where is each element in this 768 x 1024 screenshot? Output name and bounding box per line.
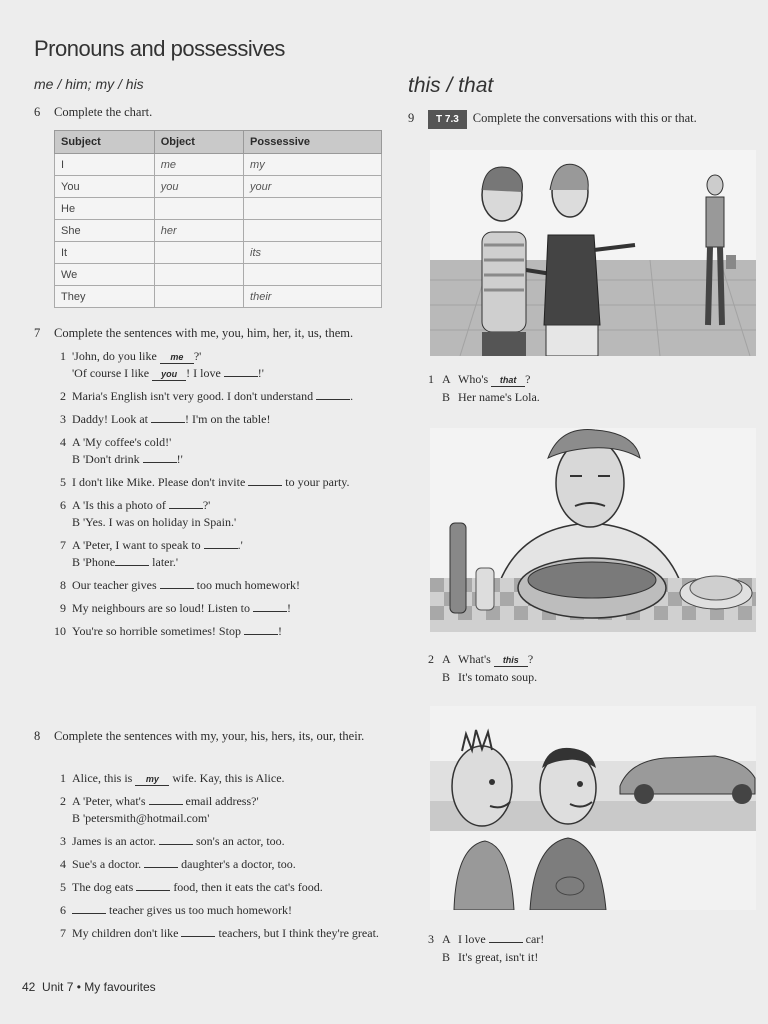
unit-label: Unit 7 xyxy=(42,980,74,994)
answer-blank[interactable]: that xyxy=(491,374,525,387)
chart-row xyxy=(55,154,382,176)
chart-cell: She xyxy=(55,220,155,242)
pronoun-chart xyxy=(54,130,382,308)
answer-blank[interactable] xyxy=(316,399,350,400)
audio-track-badge[interactable]: T 7.3 xyxy=(428,110,467,129)
conversation-3: 3 A I love car! B It's great, isn't it! xyxy=(428,932,545,964)
list-item: 1 'John, do you like me ?' 'Of course I like you ! I love !' xyxy=(60,349,264,380)
answer-blank[interactable] xyxy=(160,588,194,589)
list-item: 3 James is an actor. son's an actor, too. xyxy=(60,834,285,848)
chart-cell[interactable] xyxy=(154,242,243,264)
list-item: 10 You're so horrible sometimes! Stop ! xyxy=(54,624,282,638)
chart-row xyxy=(55,242,382,264)
illustration-boy-with-soup xyxy=(430,428,756,632)
list-item: 2 Maria's English isn't very good. I don't understand . xyxy=(60,389,354,403)
answer-blank[interactable]: this xyxy=(494,654,528,667)
answer-blank[interactable]: you xyxy=(152,368,186,381)
chart-cell: It xyxy=(55,242,155,264)
exercise-9-instruction: 9 T 7.3 Complete the conversations with this or that. xyxy=(408,110,758,129)
chart-cell[interactable]: my xyxy=(244,154,382,176)
section-subheading-this-that: this / that xyxy=(408,74,494,97)
chart-cell[interactable] xyxy=(244,264,382,286)
answer-blank[interactable] xyxy=(159,844,193,845)
list-item: 4 Sue's a doctor. daughter's a doctor, too. xyxy=(60,857,296,871)
chart-cell[interactable]: their xyxy=(244,286,382,308)
chart-cell: You xyxy=(55,176,155,198)
chart-cell[interactable]: its xyxy=(244,242,382,264)
list-item: 2 A 'Peter, what's email address?' B 'petersmith@hotmail.com' xyxy=(60,794,259,825)
chart-header: Subject xyxy=(55,131,155,154)
chart-cell[interactable] xyxy=(244,220,382,242)
answer-blank[interactable] xyxy=(143,462,177,463)
exercise-7-instruction: 7 Complete the sentences with me, you, him, her, it, us, them. xyxy=(34,326,354,340)
list-item: 5 The dog eats food, then it eats the cat's food. xyxy=(60,880,323,894)
exercise-8-list xyxy=(34,770,384,948)
chart-cell[interactable]: her xyxy=(154,220,243,242)
unit-topic: My favourites xyxy=(84,980,156,994)
answer-blank[interactable] xyxy=(489,942,523,943)
conversation-1: 1 A Who's that ? B Her name's Lola. xyxy=(428,372,540,404)
exercise-8-instruction: 8 Complete the sentences with my, your, his, hers, its, our, their. xyxy=(34,729,365,743)
list-item: 1 Alice, this is my wife. Kay, this is Alice. xyxy=(60,771,285,785)
answer-blank[interactable] xyxy=(204,548,238,549)
answer-blank[interactable] xyxy=(224,376,258,377)
chart-row xyxy=(55,198,382,220)
answer-blank[interactable] xyxy=(136,890,170,891)
chart-cell: We xyxy=(55,264,155,286)
list-item: 6 teacher gives us too much homework! xyxy=(60,903,292,917)
chart-row xyxy=(55,220,382,242)
chart-cell: I xyxy=(55,154,155,176)
illustration-girls-pointing xyxy=(430,150,756,356)
answer-blank[interactable] xyxy=(253,611,287,612)
chart-cell[interactable]: your xyxy=(244,176,382,198)
answer-blank[interactable] xyxy=(149,804,183,805)
exercise-7-list xyxy=(34,348,384,646)
chart-cell: He xyxy=(55,198,155,220)
list-item: 6 A 'Is this a photo of ?' B 'Yes. I was on holiday in Spain.' xyxy=(60,498,237,529)
chart-cell[interactable]: you xyxy=(154,176,243,198)
list-item: 8 Our teacher gives too much homework! xyxy=(60,578,300,592)
chart-row xyxy=(55,176,382,198)
list-item: 5 I don't like Mike. Please don't invite to your party. xyxy=(60,475,350,489)
answer-blank[interactable] xyxy=(181,936,215,937)
answer-blank[interactable] xyxy=(169,508,203,509)
answer-blank[interactable] xyxy=(244,634,278,635)
list-item: 7 A 'Peter, I want to speak to .' B 'Phone later.' xyxy=(60,538,243,569)
list-item: 3 Daddy! Look at ! I'm on the table! xyxy=(60,412,271,426)
exercise-6-instruction: 6 Complete the chart. xyxy=(34,105,153,119)
footer-separator: • xyxy=(76,980,81,994)
chart-cell[interactable] xyxy=(244,198,382,220)
chart-cell[interactable] xyxy=(154,264,243,286)
page-footer xyxy=(22,980,156,994)
page-number: 42 xyxy=(22,980,36,994)
chart-cell[interactable]: me xyxy=(154,154,243,176)
chart-row xyxy=(55,264,382,286)
answer-blank[interactable] xyxy=(248,485,282,486)
chart-cell[interactable] xyxy=(154,286,243,308)
chart-row xyxy=(55,286,382,308)
list-item: 7 My children don't like teachers, but I think they're great. xyxy=(60,926,379,940)
answer-blank[interactable] xyxy=(151,422,185,423)
section-subheading-pronouns: me / him; my / his xyxy=(34,76,144,92)
chart-header: Possessive xyxy=(244,131,382,154)
list-item: 4 A 'My coffee's cold!' B 'Don't drink !' xyxy=(60,435,183,466)
chart-cell[interactable] xyxy=(154,198,243,220)
conversation-2: 2 A What's this ? B It's tomato soup. xyxy=(428,652,538,684)
chart-cell: They xyxy=(55,286,155,308)
list-item: 9 My neighbours are so loud! Listen to ! xyxy=(60,601,291,615)
answer-blank[interactable]: my xyxy=(135,773,169,786)
chart-header: Object xyxy=(154,131,243,154)
illustration-boys-and-car xyxy=(430,706,756,910)
answer-blank[interactable] xyxy=(72,913,106,914)
answer-blank[interactable]: me xyxy=(160,351,194,364)
answer-blank[interactable] xyxy=(144,867,178,868)
answer-blank[interactable] xyxy=(115,565,149,566)
page-title: Pronouns and possessives xyxy=(34,36,285,61)
